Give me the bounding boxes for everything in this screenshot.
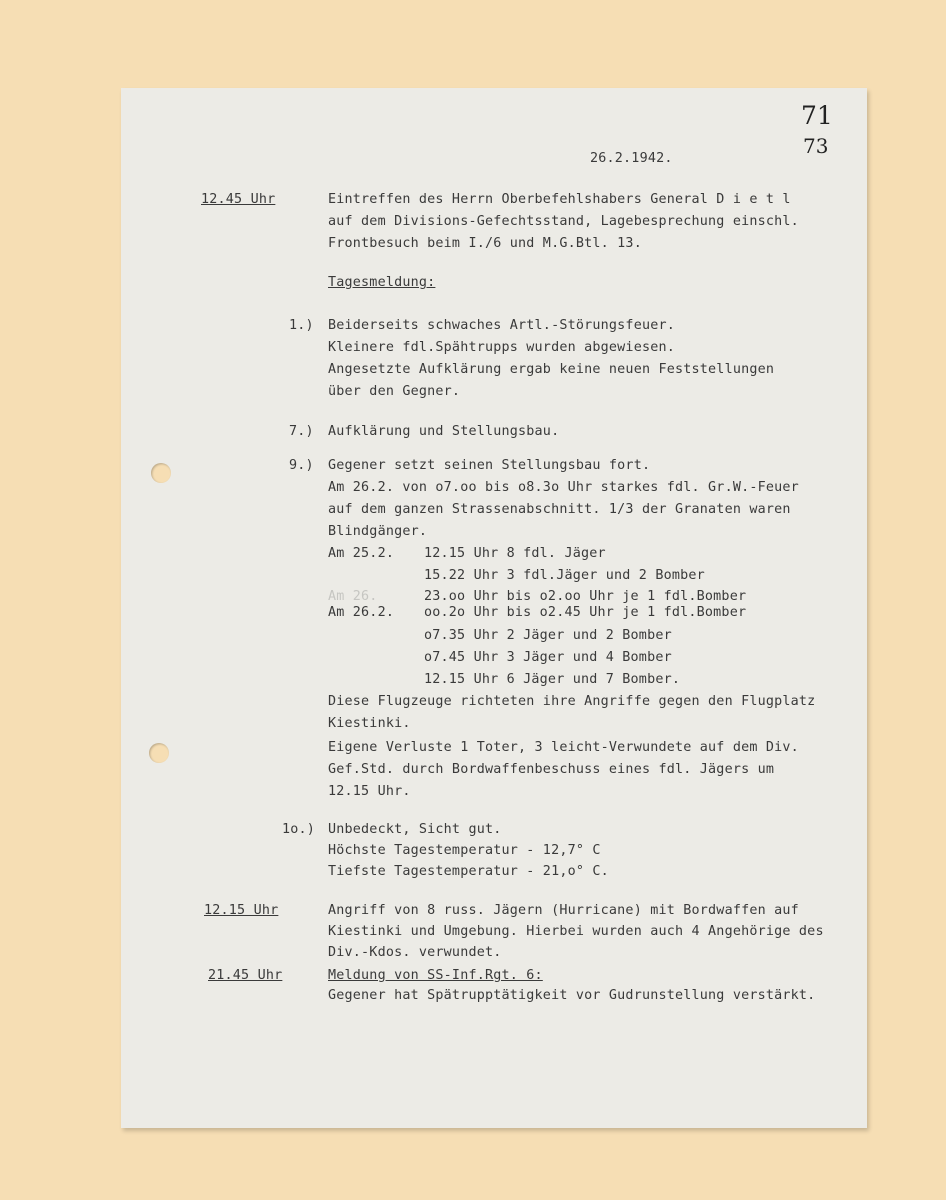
item-line: Gef.Std. durch Bordwaffenbeschuss eines fdl. Jägers um xyxy=(328,762,775,777)
raid-entry: 12.15 Uhr 8 fdl. Jäger xyxy=(424,546,606,561)
raid-entry: 15.22 Uhr 3 fdl.Jäger und 2 Bomber xyxy=(424,568,705,583)
entry-time: 12.15 Uhr xyxy=(204,903,279,918)
item-line: Tiefste Tagestemperatur - 21,o° C. xyxy=(328,864,609,879)
raid-entry: 12.15 Uhr 6 Jäger und 7 Bomber. xyxy=(424,672,681,687)
raid-day-struck: Am 26. xyxy=(328,589,378,604)
item-line: Gegener setzt seinen Stellungsbau fort. xyxy=(328,458,651,473)
item-number: 1.) xyxy=(289,318,314,333)
entry-line: auf dem Divisions-Gefechtsstand, Lagebesprechung einschl. xyxy=(328,214,799,229)
page-number: 73 xyxy=(803,134,829,158)
item-line: auf dem ganzen Strassenabschnitt. 1/3 der Granaten waren xyxy=(328,502,791,517)
item-number: 9.) xyxy=(289,458,314,473)
entry-heading: Meldung von SS-Inf.Rgt. 6: xyxy=(328,968,543,983)
raid-day: Am 25.2. xyxy=(328,546,395,561)
item-line: Blindgänger. xyxy=(328,524,428,539)
entry-line: Frontbesuch beim I./6 und M.G.Btl. 13. xyxy=(328,236,642,251)
entry-line: Eintreffen des Herrn Oberbefehlshabers General D i e t l xyxy=(328,192,791,207)
item-line: Eigene Verluste 1 Toter, 3 leicht-Verwundete auf dem Div. xyxy=(328,740,799,755)
report-date: 26.2.1942. xyxy=(590,151,673,166)
raid-day: Am 26.2. xyxy=(328,605,395,620)
folio-number: 71 xyxy=(801,101,833,130)
punch-hole xyxy=(149,743,169,763)
entry-line: Angriff von 8 russ. Jägern (Hurricane) mit Bordwaffen auf xyxy=(328,903,799,918)
item-line: Höchste Tagestemperatur - 12,7° C xyxy=(328,843,601,858)
raid-entry: o7.45 Uhr 3 Jäger und 4 Bomber xyxy=(424,650,672,665)
entry-time: 12.45 Uhr xyxy=(201,192,276,207)
item-line: Am 26.2. von o7.oo bis o8.3o Uhr starkes fdl. Gr.W.-Feuer xyxy=(328,480,799,495)
item-line: Kleinere fdl.Spähtrupps wurden abgewiesen. xyxy=(328,340,675,355)
item-line: über den Gegner. xyxy=(328,384,461,399)
entry-line: Div.-Kdos. verwundet. xyxy=(328,945,502,960)
entry-line: Gegener hat Spätrupptätigkeit vor Gudrunstellung verstärkt. xyxy=(328,988,816,1003)
item-line: Aufklärung und Stellungsbau. xyxy=(328,424,560,439)
item-line: Diese Flugzeuge richteten ihre Angriffe gegen den Flugplatz xyxy=(328,694,816,709)
item-line: Beiderseits schwaches Artl.-Störungsfeuer. xyxy=(328,318,675,333)
entry-line: Kiestinki und Umgebung. Hierbei wurden auch 4 Angehörige des xyxy=(328,924,824,939)
raid-entry: 23.oo Uhr bis o2.oo Uhr je 1 fdl.Bomber xyxy=(424,589,747,604)
item-line: Angesetzte Aufklärung ergab keine neuen Feststellungen xyxy=(328,362,775,377)
entry-time: 21.45 Uhr xyxy=(208,968,283,983)
item-line: 12.15 Uhr. xyxy=(328,784,411,799)
item-line: Kiestinki. xyxy=(328,716,411,731)
item-number: 7.) xyxy=(289,424,314,439)
raid-entry: oo.2o Uhr bis o2.45 Uhr je 1 fdl.Bomber xyxy=(424,605,747,620)
section-heading: Tagesmeldung: xyxy=(328,275,436,290)
punch-hole xyxy=(151,463,171,483)
item-number: 1o.) xyxy=(282,822,316,837)
item-line: Unbedeckt, Sicht gut. xyxy=(328,822,502,837)
raid-entry: o7.35 Uhr 2 Jäger und 2 Bomber xyxy=(424,628,672,643)
